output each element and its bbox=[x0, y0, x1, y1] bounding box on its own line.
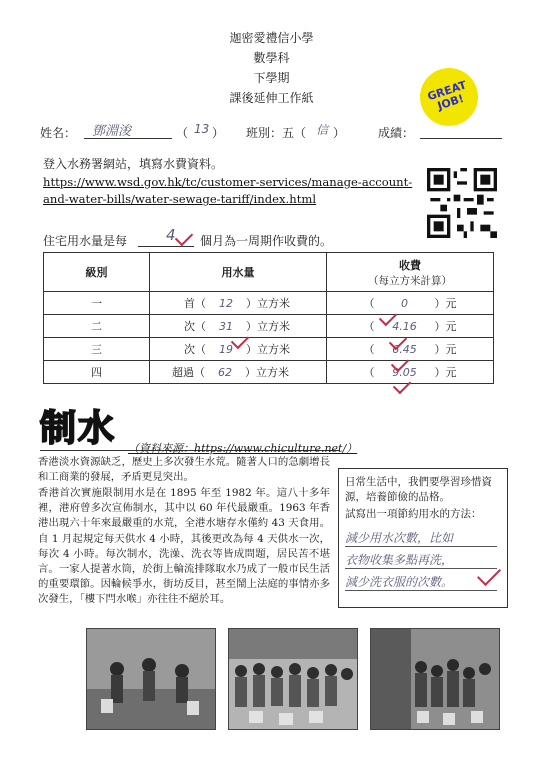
table-row bbox=[44, 315, 494, 338]
usage-unit: ）立方米 bbox=[245, 366, 289, 379]
score-label: 成績： bbox=[378, 126, 415, 140]
fee-value: 6.45 bbox=[392, 343, 417, 356]
source-link[interactable]: （資料來源：https://www.chiculture.net/） bbox=[128, 442, 358, 455]
photo-image bbox=[87, 629, 215, 729]
student-number: 13 bbox=[194, 122, 210, 136]
subject: 數學科 bbox=[253, 51, 290, 65]
photo-queue-with-buckets bbox=[228, 628, 358, 730]
table-row bbox=[44, 292, 494, 315]
table-row bbox=[44, 338, 494, 361]
article-paragraph-2: 香港首次實施限制用水是在 1895 年至 1982 年。這八十多年裡，港府曾多次宣佈制水，其中以 60 年代最嚴重。1963 年香港出現六十年來最嚴重的水荒，全港水塘存水僅約 43 天食用。自 1 月起規定每天供水 4 小時，其後更改為每 4 天供水一次，每次 4 小時。每次制水，洗澡、洗衣等皆成問題，居民苦不堪言。一家人提著水筒，於街上輪流排隊取水乃成了一般市民生活的重要環節。因輪候爭水，街坊反目，甚至鬧上法庭的事情亦多次發生，「樓下閂水喉」亦往往不絕於耳。 bbox=[38, 487, 330, 606]
row-fee: （ 6.45 ）元 bbox=[327, 338, 494, 361]
reflection-intro: 日常生活中，我們要學習珍惜資源，培養節儉的品格。 bbox=[345, 476, 492, 503]
answer-line-2: 衣物收集多點再洗， bbox=[345, 551, 497, 569]
sticker-text: GREAT JOB! bbox=[425, 78, 469, 113]
photo-image bbox=[229, 629, 357, 729]
usage-unit: ）立方米 bbox=[246, 343, 290, 356]
cycle-underline bbox=[138, 246, 194, 247]
photo-crowd-water-line bbox=[370, 628, 500, 730]
row-fee: （ 4.16 ）元 bbox=[327, 315, 494, 338]
cycle-prefix: 住宅用水量是每 bbox=[43, 234, 128, 248]
fee-unit: ）元 bbox=[434, 366, 457, 379]
fee-value: 4.16 bbox=[392, 320, 417, 333]
name-label: 姓名： bbox=[40, 126, 77, 140]
usage-volume: 31 bbox=[219, 320, 233, 333]
tariff-url-link[interactable]: https://www.wsd.gov.hk/tc/customer-services/manage-account-and-water-bills/water-sewage-tariff/index.html bbox=[43, 175, 413, 206]
header-usage: 用水量 bbox=[150, 253, 327, 292]
reflection-prompt: 試寫出一項節約用水的方法： bbox=[345, 508, 482, 520]
fee-unit: ）元 bbox=[434, 297, 457, 310]
usage-prefix: 次（ bbox=[184, 320, 206, 333]
fee-unit: ）元 bbox=[434, 320, 457, 333]
usage-volume: 19 bbox=[219, 343, 233, 356]
photo-image bbox=[371, 629, 499, 729]
usage-volume: 12 bbox=[219, 297, 233, 310]
usage-unit: ）立方米 bbox=[246, 297, 290, 310]
section-title: 制水 bbox=[40, 408, 117, 449]
row-level: 三 bbox=[44, 338, 150, 361]
qr-code[interactable] bbox=[427, 168, 497, 238]
row-usage bbox=[150, 292, 327, 315]
usage-prefix: 次（ bbox=[184, 343, 206, 356]
row-usage bbox=[150, 361, 327, 384]
class-label: 班別：五（ bbox=[246, 126, 307, 140]
header-fee-sub: （每立方米計算） bbox=[368, 274, 452, 287]
header-fee: 收費 bbox=[399, 258, 421, 272]
cycle-suffix: 個月為一周期作收費的。 bbox=[200, 234, 333, 248]
name-value: 鄧淵浚 bbox=[92, 124, 132, 139]
qr-code-graphic bbox=[427, 168, 497, 238]
worksheet-title: 課後延伸工作紙 bbox=[229, 91, 314, 105]
row-level: 一 bbox=[44, 292, 150, 315]
term: 下學期 bbox=[253, 71, 290, 85]
usage-prefix: 超過（ bbox=[172, 366, 205, 379]
class-value: 信 bbox=[316, 123, 329, 137]
reflection-box bbox=[338, 468, 508, 608]
row-level: 二 bbox=[44, 315, 150, 338]
row-fee: （ 0 ）元 bbox=[327, 292, 494, 315]
water-tariff-table bbox=[43, 252, 494, 384]
instruction: 登入水務署網站，填寫水費資料。 bbox=[43, 157, 224, 171]
header-level: 級別 bbox=[44, 253, 150, 292]
tick-mark bbox=[175, 228, 193, 246]
class-close: ） bbox=[333, 126, 346, 140]
row-level: 四 bbox=[44, 361, 150, 384]
fee-unit: ）元 bbox=[434, 343, 457, 356]
usage-volume: 62 bbox=[218, 366, 232, 379]
number-open: （ bbox=[176, 126, 189, 140]
article-paragraph-1: 香港淡水資源缺乏，歷史上多次發生水荒。隨著人口的急劇增長和工商業的發展，矛盾更見突出。 bbox=[38, 456, 330, 484]
photo-children-carrying-water bbox=[86, 628, 216, 730]
fee-value: 9.05 bbox=[392, 366, 417, 379]
school-name: 迦密愛禮信小學 bbox=[229, 31, 314, 45]
cycle-months: 4 bbox=[166, 226, 176, 244]
answer-line-3: 減少洗衣服的次數。 bbox=[345, 573, 497, 591]
header-fee-cell bbox=[327, 253, 494, 292]
usage-unit: ）立方米 bbox=[246, 320, 290, 333]
usage-prefix: 首（ bbox=[184, 297, 206, 310]
row-fee: （ 9.05 ）元 bbox=[327, 361, 494, 384]
score-underline bbox=[420, 138, 502, 139]
table-row bbox=[44, 361, 494, 384]
table-header-row bbox=[44, 253, 494, 292]
number-close: ） bbox=[212, 126, 225, 140]
answer-line-1: 減少用水次數，比如 bbox=[345, 529, 497, 547]
fee-value: 0 bbox=[401, 297, 408, 310]
